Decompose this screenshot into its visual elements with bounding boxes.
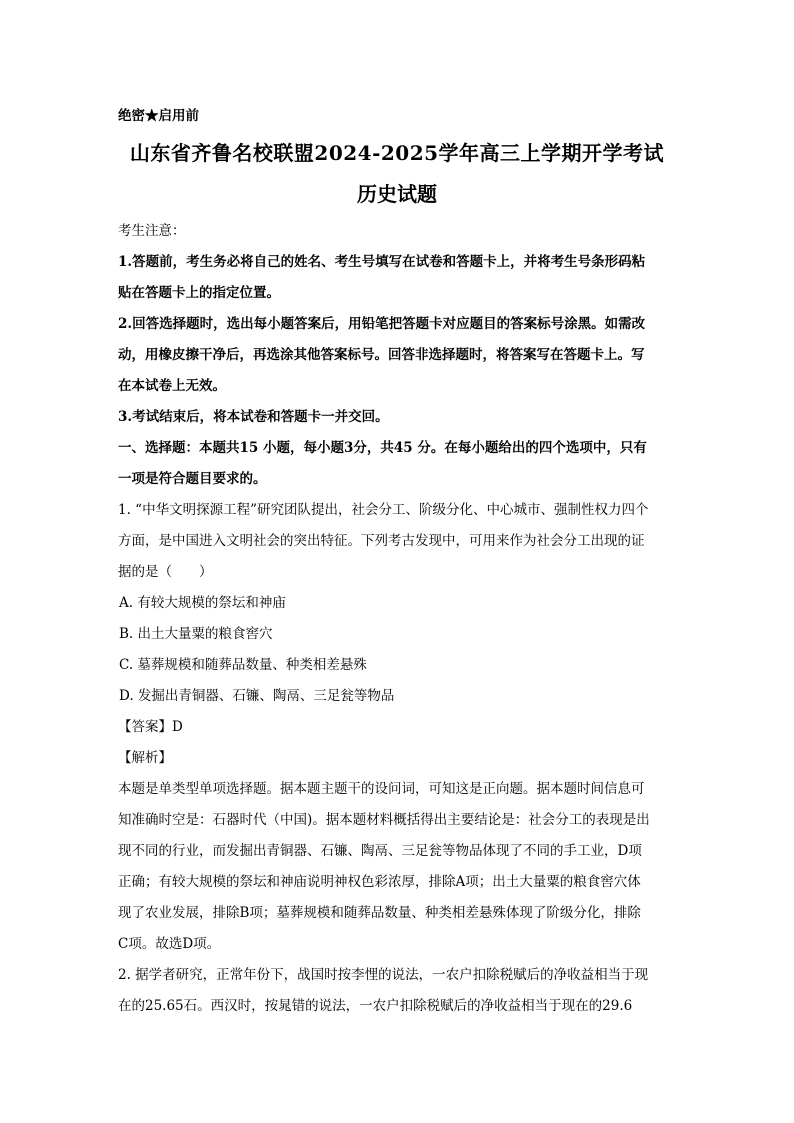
- q1-option-c: C. 墓葬规模和随葬品数量、种类相差悬殊: [119, 657, 367, 673]
- exam-title: 山东省齐鲁名校联盟2024-2025学年高三上学期开学考试: [129, 141, 665, 165]
- q1-analysis-line-2: 知准确时空是：石器时代（中国)。据本题材料概括得出主要结论是：社会分工的表现是出: [118, 812, 650, 828]
- q1-option-d: D. 发掘出青铜器、石镰、陶鬲、三足瓮等物品: [119, 688, 395, 704]
- exam-body: [118, 216, 678, 1022]
- notice-item-2-line-1: 2.回答选择题时，选出每小题答案后，用铅笔把答题卡对应题目的答案标号涂黑。如需改: [118, 316, 646, 332]
- q1-analysis-line-5: 现了农业发展，排除B项；墓葬规模和随葬品数量、种类相差悬殊体现了阶级分化，排除: [118, 905, 641, 921]
- q1-analysis-label: 【解析】: [118, 750, 172, 766]
- q1-analysis-line-3: 现不同的行业，而发掘出青铜器、石镰、陶鬲、三足瓮等物品体现了不同的手工业，D项: [118, 843, 642, 859]
- q1-analysis-line-4: 正确；有较大规模的祭坛和神庙说明神权色彩浓厚，排除A项；出土大量粟的粮食窖穴体: [118, 874, 641, 890]
- section-heading-line-2: 一项是符合题目要求的。: [118, 471, 267, 487]
- notice-heading: 考生注意：: [118, 223, 186, 239]
- q1-answer: 【答案】D: [118, 719, 183, 735]
- q1-option-a: A. 有较大规模的祭坛和神庙: [119, 595, 286, 611]
- q1-analysis-line-6: C项。故选D项。: [118, 936, 221, 952]
- q1-analysis-line-1: 本题是单类型单项选择题。据本题主题干的设问词，可知这是正向题。据本题时间信息可: [118, 781, 645, 797]
- q1-stem-line-1: 1. “中华文明探源工程”研究团队提出，社会分工、阶级分化、中心城市、强制性权力四个: [118, 502, 649, 518]
- confidential-tag: 绝密★启用前: [118, 108, 199, 124]
- notice-item-1-line-2: 贴在答题卡上的指定位置。: [118, 285, 280, 301]
- q1-stem-line-2: 方面，是中国进入文明社会的突出特征。下列考古发现中，可用来作为社会分工出现的证: [118, 533, 645, 549]
- notice-item-3: 3.考试结束后，将本试卷和答题卡一并交回。: [118, 409, 389, 425]
- notice-item-1-line-1: 1.答题前，考生务必将自己的姓名、考生号填写在试卷和答题卡上，并将考生号条形码粘: [118, 254, 646, 270]
- q2-stem-line-2: 在的25.65石。西汉时，按晁错的说法，一农户扣除税赋后的净收益相当于现在的29.6: [118, 998, 633, 1014]
- q1-option-b: B. 出土大量粟的粮食窖穴: [119, 626, 273, 642]
- notice-item-2-line-2: 动，用橡皮擦干净后，再选涂其他答案标号。回答非选择题时，将答案写在答题卡上。写: [118, 347, 645, 363]
- q2-stem-line-1: 2. 据学者研究，正常年份下，战国时按李悝的说法，一农户扣除税赋后的净收益相当于现: [118, 967, 649, 983]
- notice-item-2-line-3: 在本试卷上无效。: [118, 378, 226, 394]
- section-heading-line-1: 一、选择题：本题共15 小题，每小题3分，共45 分。在每小题给出的四个选项中，只有: [118, 440, 647, 456]
- exam-subject: 历史试题: [357, 182, 437, 206]
- q1-stem-line-3: 据的是（ ）: [118, 564, 213, 580]
